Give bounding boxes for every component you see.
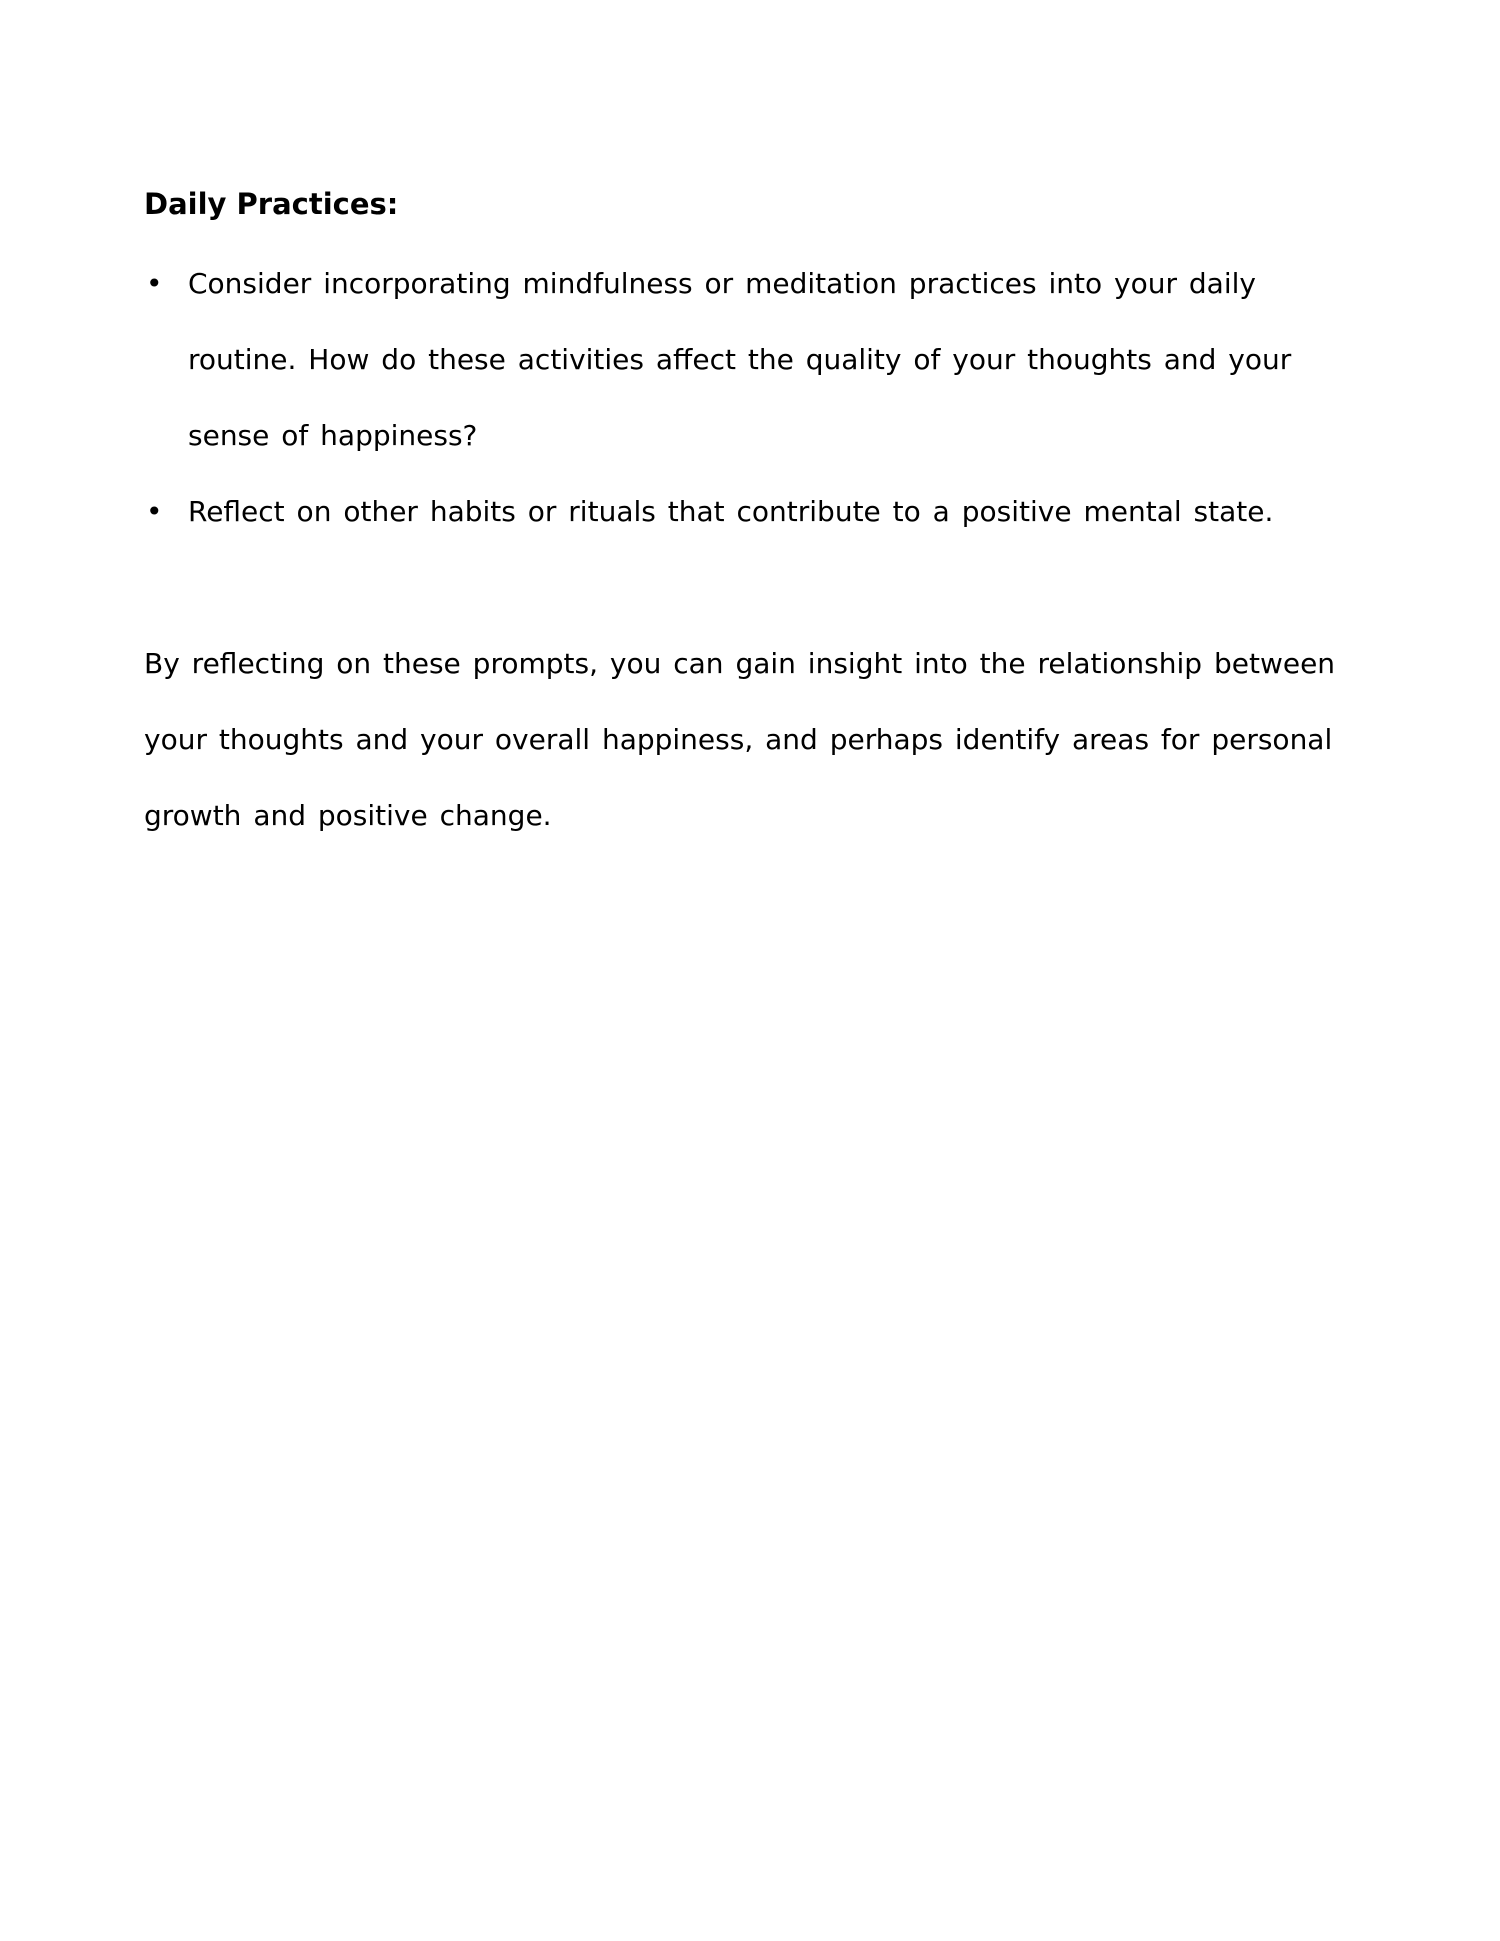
page-content <box>144 180 1359 854</box>
section-heading: Daily Practices: <box>144 187 399 221</box>
bullet-list <box>144 246 1359 550</box>
list-item-text: Consider incorporating mindfulness or meditation practices into your daily routine. How do these activities affect the quality of your thoughts and your sense of happiness? <box>188 267 1292 452</box>
summary-paragraph: By reflecting on these prompts, you can gain insight into the relationship between your thoughts and your overall happiness, and perhaps identify areas for personal growth and positive change. <box>144 647 1336 832</box>
bullet-icon: • <box>146 495 163 528</box>
list-item <box>144 474 1359 550</box>
list-item <box>144 246 1359 474</box>
list-item-text: Reflect on other habits or rituals that contribute to a positive mental state. <box>188 495 1274 528</box>
bullet-icon: • <box>146 267 163 300</box>
